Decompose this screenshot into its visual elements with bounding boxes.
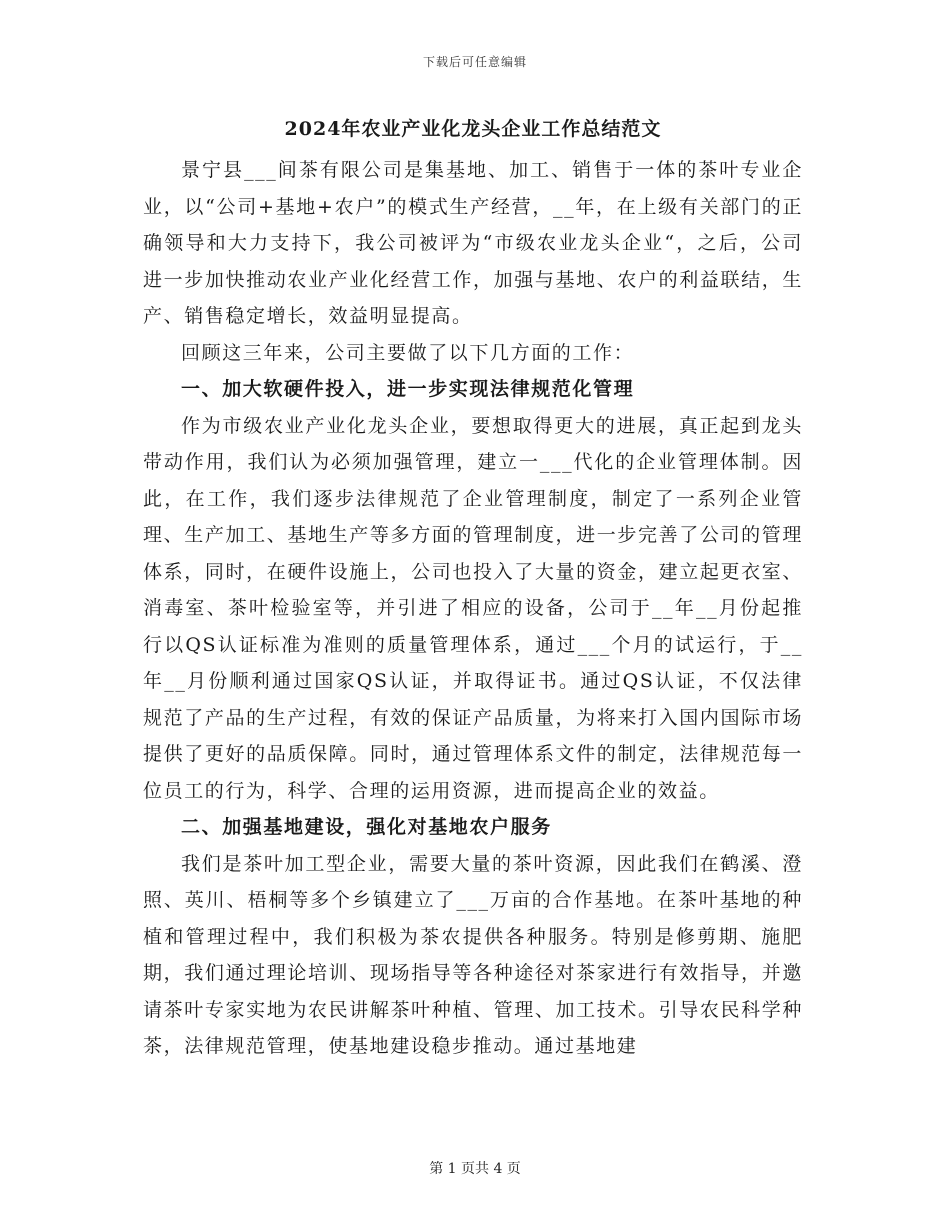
page-header-note: 下载后可任意编辑	[422, 55, 527, 69]
section-heading-2: 二、加强基地建设，强化对基地农户服务	[181, 816, 552, 838]
paragraph-section-1: 作为市级农业产业化龙头企业，要想取得更大的进展，真正起到龙头带动作用，我们认为必须加强管理，建立一___代化的企业管理体制。因此，在工作，我们逐步法律规范了企业管理制度，制定了一系列企业管理、生产加工、基地生产等多方面的管理制度，进一步完善了公司的管理体系，同时，在硬件设施上，公司也投入了大量的资金，建立起更衣室、消毒室、茶叶检验室等，并引进了相应的设备，公司于__年__月份起推行以QS认证标准为准则的质量管理体系，通过___个月的试运行，于__年__月份顺利通过国家QS认证，并取得证书。通过QS认证，不仅法律规范了产品的生产过程，有效的保证产品质量，为将来打入国内国际市场提供了更好的品质保障。同时，通过管理体系文件的制定，法律规范每一位员工的行为，科学、合理的运用资源，进而提高企业的效益。	[143, 414, 803, 802]
page-number-footer: 第 1 页共 4 页	[429, 1161, 521, 1177]
paragraph-section-2: 我们是茶叶加工型企业，需要大量的茶叶资源，因此我们在鹤溪、澄照、英川、梧桐等多个乡镇建立了___万亩的合作基地。在茶叶基地的种植和管理过程中，我们积极为茶农提供各种服务。特别是修剪期、施肥期，我们通过理论培训、现场指导等各种途径对茶家进行有效指导，并邀请茶叶专家实地为农民讲解茶叶种植、管理、加工技术。引导农民科学种茶，法律规范管理，使基地建设稳步推动。通过基地建	[143, 852, 803, 1057]
document-body	[143, 116, 803, 1065]
paragraph-review: 回顾这三年来，公司主要做了以下几方面的工作：	[181, 341, 635, 364]
document-title: 2024年农业产业化龙头企业工作总结范文	[284, 118, 662, 140]
paragraph-intro: 景宁县___间茶有限公司是集基地、加工、销售于一体的茶叶专业企业，以“公司+基地+农户”的模式生产经营，__年，在上级有关部门的正确领导和大力支持下，我公司被评为“市级农业龙头企业“，之后，公司进一步加快推动农业产业化经营工作，加强与基地、农户的利益联结，生产、销售稳定增长，效益明显提高。	[143, 159, 803, 327]
section-heading-1: 一、加大软硬件投入，进一步实现法律规范化管理	[181, 378, 635, 400]
